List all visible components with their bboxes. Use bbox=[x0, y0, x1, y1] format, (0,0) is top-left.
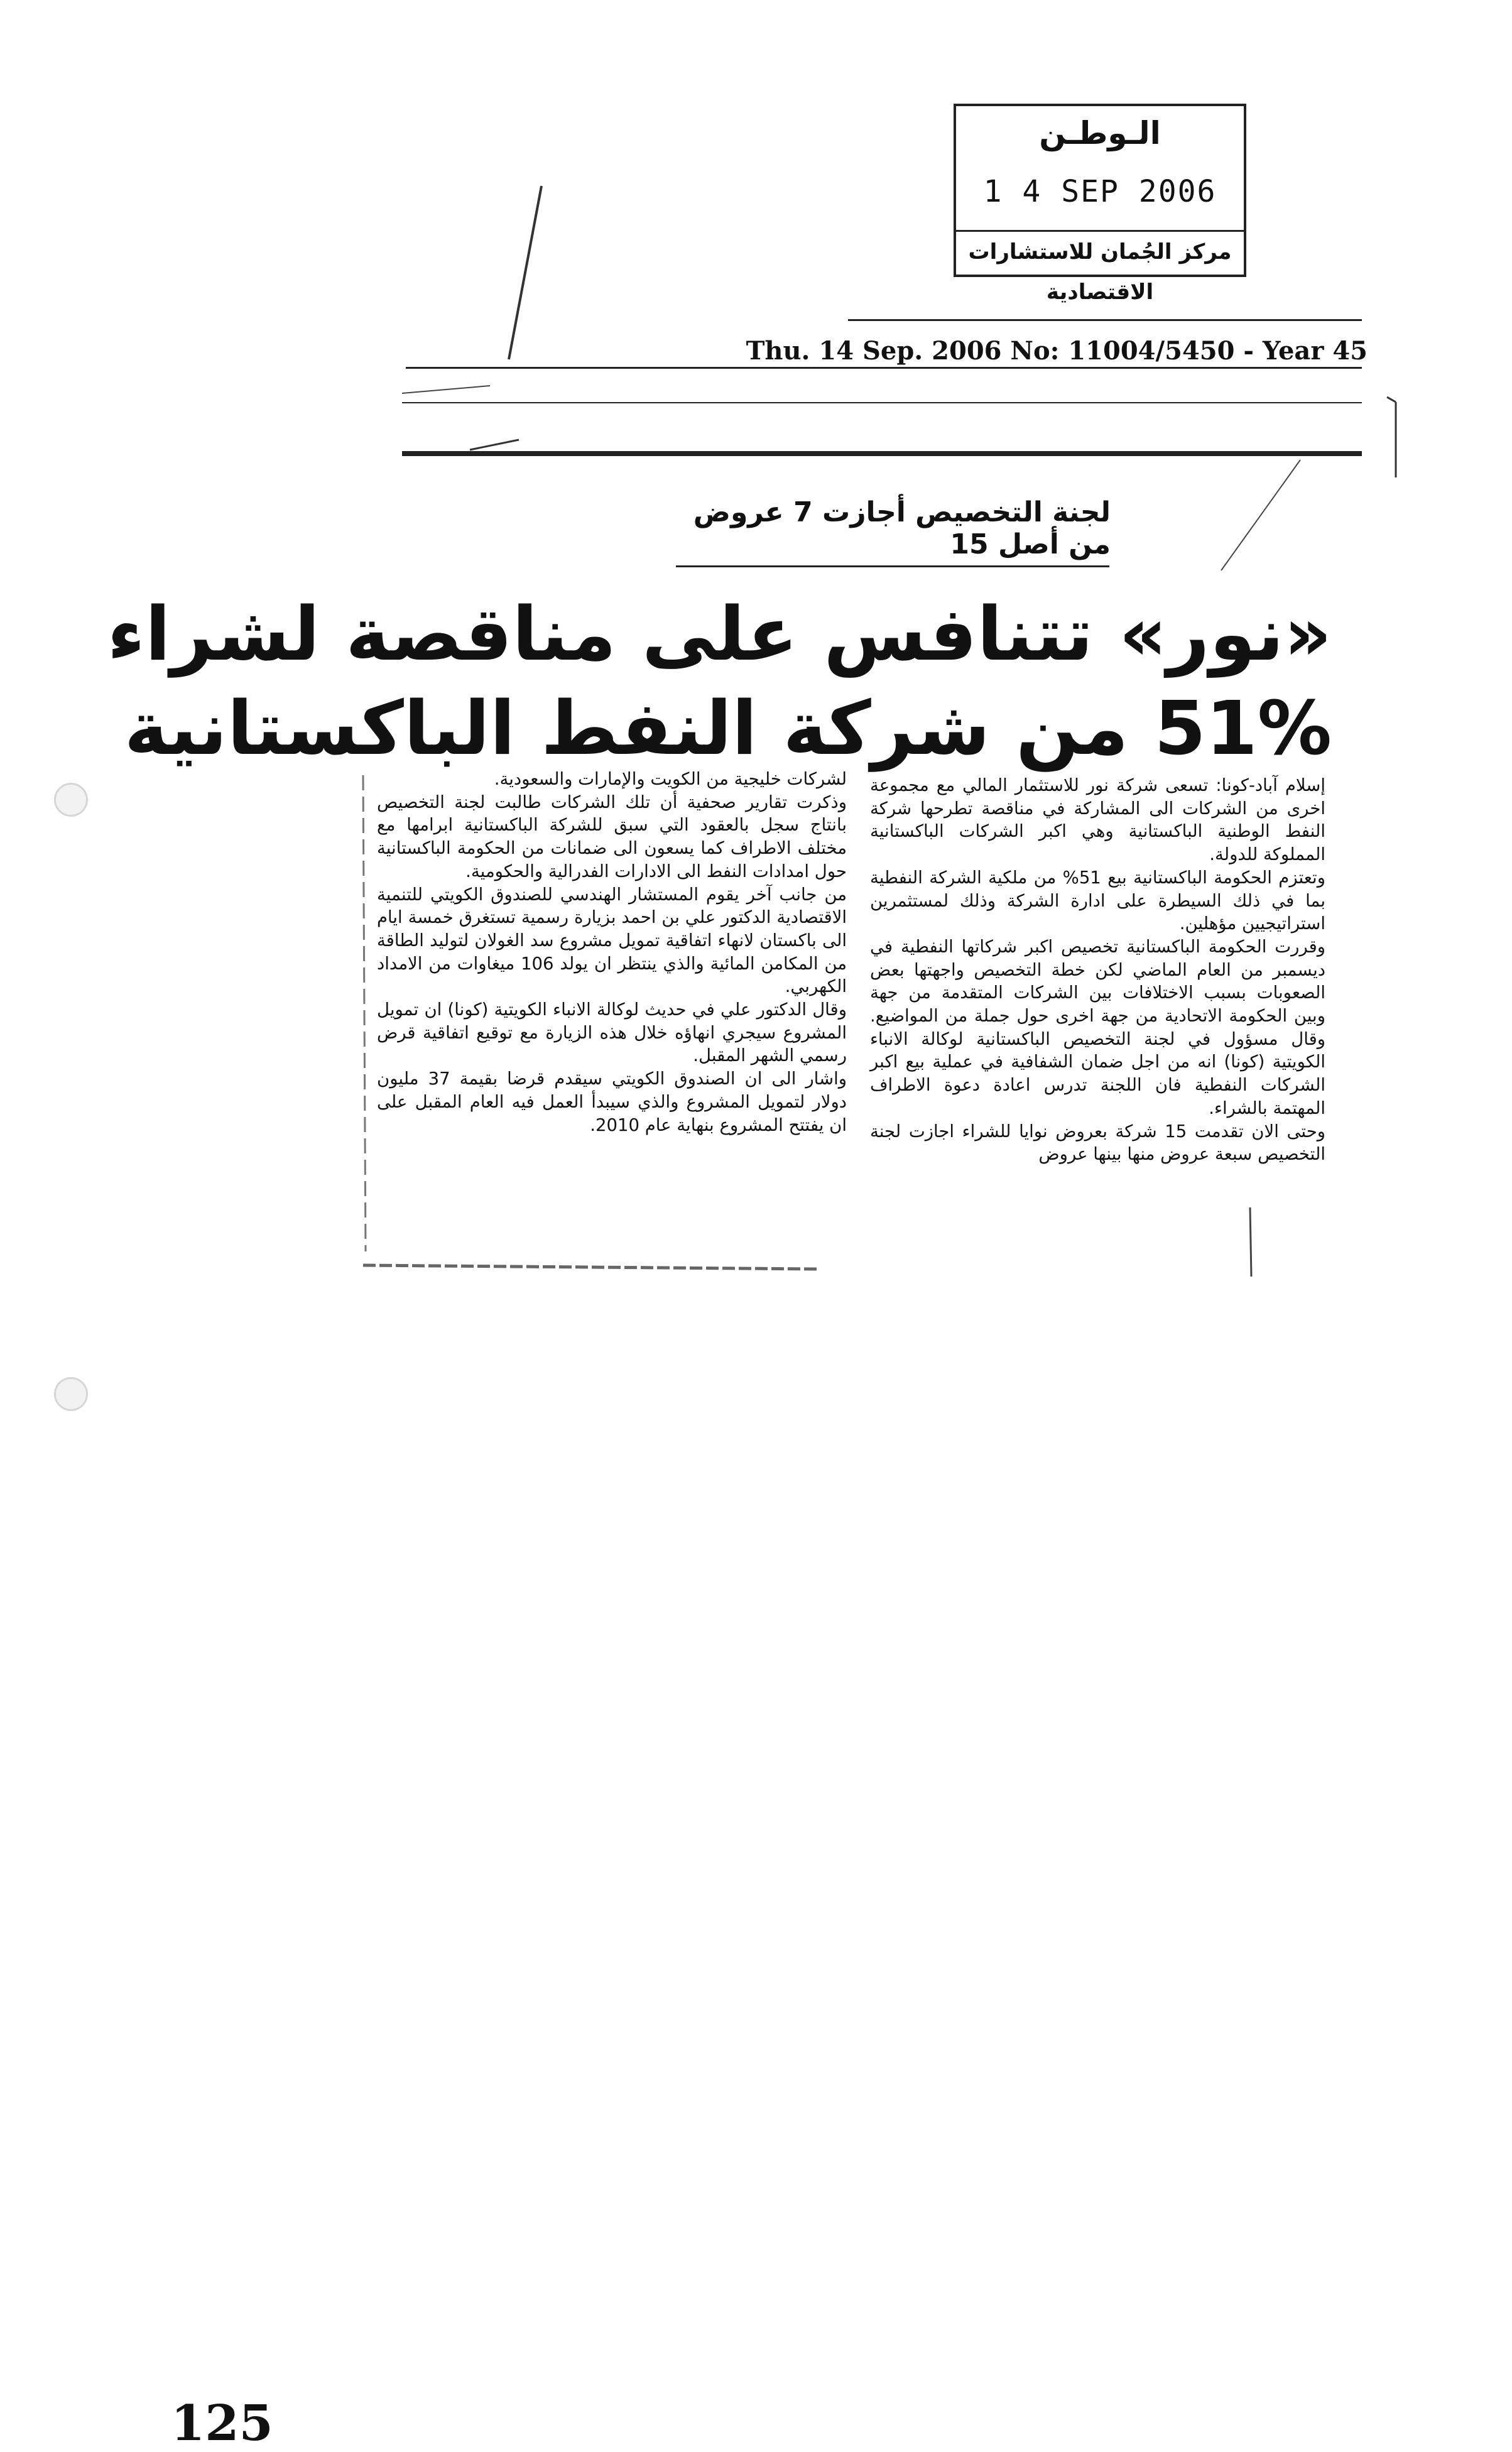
archive-stamp bbox=[954, 104, 1246, 305]
clip-edge bbox=[363, 1265, 817, 1269]
stamp-newspaper-name: الـوطـن bbox=[1039, 115, 1161, 151]
stamp-date: 1 4 SEP 2006 bbox=[983, 174, 1217, 209]
issue-line: Thu. 14 Sep. 2006 No: 11004/5450 - Year 45 bbox=[746, 336, 1368, 366]
stamp-footer: مركز الجُمان للاستشارات الاقتصادية bbox=[956, 230, 1244, 275]
article-paragraph: وقررت الحكومة الباكستانية تخصيص اكبر شركاتها النفطية في ديسمبر من العام الماضي لكن خطة التخصيص واجهتها بعض الصعوبات بسبب الاختلافات بين الشركات المتقدمة من جهة وبين الحكومة الاتحادية من جهة اخرى حول جملة من المواضيع. وقال مسؤول في لجنة التخصيص الباكستانية لوكالة الانباء الكويتية (كونا) انه من اجل ضمان الشفافية في عملية بيع اكبر الشركات النفطية فان اللجنة تدرس اعادة دعوة الاطراف المهتمة بالشراء. bbox=[870, 936, 1325, 1118]
article-paragraph: من جانب آخر يقوم المستشار الهندسي للصندوق الكويتي للتنمية الاقتصادية الدكتور علي بن احمد بزيارة رسمية تستغرق خمسة ايام الى باكستان لانهاء اتفاقية تمويل مشروع سد الغولان لتوليد الطاقة من المكامن المائية والذي ينتظر ان يولد 106 ميغاوات من الامداد الكهربي. bbox=[377, 884, 847, 997]
article-paragraph: لشركات خليجية من الكويت والإمارات والسعودية. bbox=[494, 769, 847, 789]
article-paragraph: وقال الدكتور علي في حديث لوكالة الانباء الكويتية (كونا) ان تمويل المشروع سيجري انهاؤه خلال هذه الزيارة مع توقيع اتفاقية قرض رسمي الشهر المقبل. bbox=[377, 1000, 847, 1066]
page-number: 125 bbox=[171, 2395, 273, 2452]
article-headline-line-1: «نور» تتنافس على مناقصة لشراء bbox=[107, 591, 1332, 677]
pen-stroke bbox=[509, 186, 541, 359]
article-paragraph: وحتى الان تقدمت 15 شركة بعروض نوايا للشراء اجازت لجنة التخصيص سبعة عروض منها بينها عروض bbox=[870, 1121, 1325, 1165]
section-rule bbox=[402, 402, 1362, 403]
article-paragraph: واشار الى ان الصندوق الكويتي سيقدم قرضا بقيمة 37 مليون دولار لتمويل المشروع والذي سيبدأ العمل فيه العام المقبل على ان يفتتح المشروع بنهاية عام 2010. bbox=[377, 1069, 847, 1135]
article-column-left bbox=[377, 768, 847, 1136]
punch-hole bbox=[54, 1377, 88, 1411]
issue-top-rule bbox=[848, 319, 1362, 321]
article-paragraph: وتعتزم الحكومة الباكستانية بيع 51% من ملكية الشركة النفطية بما في ذلك السيطرة على ادارة الشركة وذلك لمستثمرين استراتيجيين مؤهلين. bbox=[870, 867, 1325, 934]
article-kicker: لجنة التخصيص أجازت 7 عروض من أصل 15 bbox=[693, 496, 1111, 560]
issue-bottom-rule bbox=[406, 367, 1362, 369]
article-column-right bbox=[870, 774, 1325, 1166]
punch-hole bbox=[54, 783, 88, 817]
article-paragraph: وذكرت تقارير صحفية أن تلك الشركات طالبت لجنة التخصيص بانتاج سجل بالعقود التي سبق للشركة الباكستانية ابرامها مع مختلف الاطراف كما يسعون الى ضمانات من الحكومة الباكستانية حول امدادات النفط الى الادارات الفدرالية والحكومية. bbox=[377, 792, 847, 881]
kicker-underline bbox=[676, 565, 1109, 567]
clip-edge bbox=[363, 775, 366, 1251]
article-paragraph: إسلام آباد-كونا: تسعى شركة نور للاستثمار المالي مع مجموعة اخرى من الشركات الى المشاركة في مناقصة تطرحها شركة النفط الوطنية الباكستانية وهي اكبر الشركات الباكستانية المملوكة للدولة. bbox=[870, 775, 1325, 865]
pen-stroke bbox=[402, 386, 490, 393]
article-headline-line-2: 51% من شركة النفط الباكستانية bbox=[124, 685, 1332, 771]
pen-stroke bbox=[1221, 460, 1300, 570]
pen-stroke bbox=[1387, 397, 1396, 402]
section-thick-rule bbox=[402, 451, 1362, 456]
pen-stroke bbox=[1250, 1207, 1251, 1277]
pen-stroke bbox=[470, 440, 519, 450]
